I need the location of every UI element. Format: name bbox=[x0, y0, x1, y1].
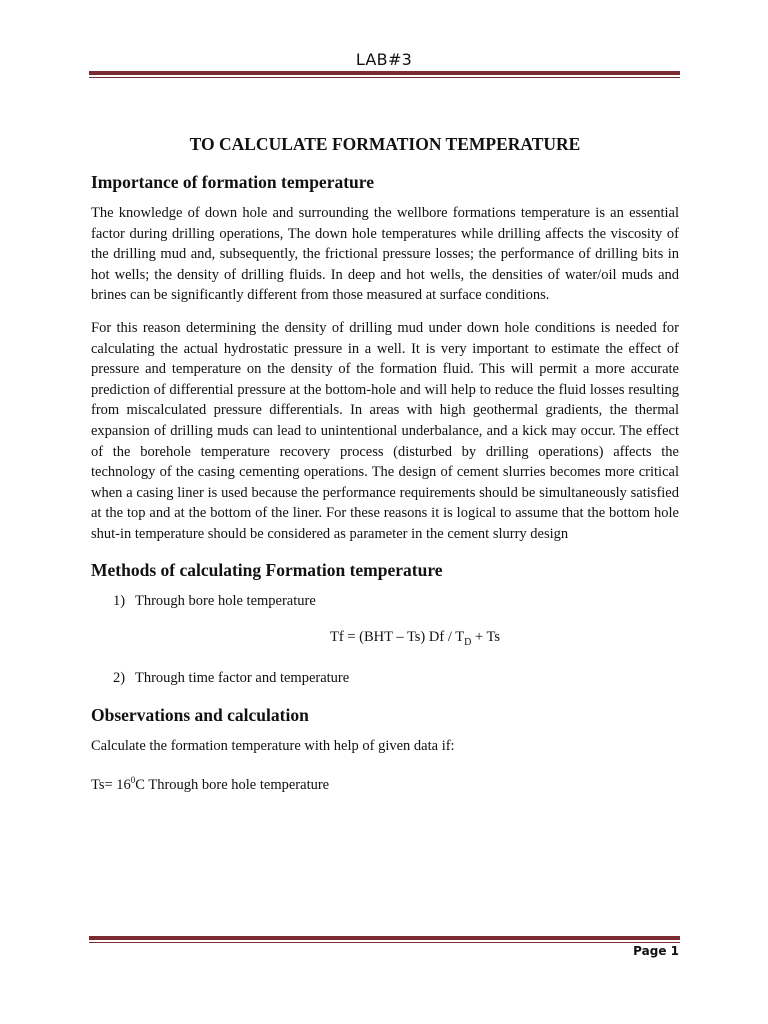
footer-rule bbox=[89, 936, 680, 943]
list-number: 1) bbox=[113, 592, 126, 609]
page-number: Page 1 bbox=[633, 944, 679, 958]
observations-intro: Calculate the formation temperature with help of given data if: bbox=[91, 738, 455, 755]
formula-part: Tf = (BHT – Ts) Df / T bbox=[330, 628, 465, 645]
list-item bbox=[91, 591, 679, 611]
running-header: LAB#3 bbox=[355, 50, 413, 69]
document-title: TO CALCULATE FORMATION TEMPERATURE bbox=[189, 134, 581, 154]
header-rule bbox=[89, 71, 680, 78]
formula-part: + Ts bbox=[471, 628, 500, 645]
paragraph-importance-2: For this reason determining the density of drilling mud under down hole conditions is needed for calculating the actual hydrostatic pressure in a well. It is very important to estimate the effect of pressure and temperature on the density of the formation fluid. This will permit a more accurate prediction of differential pressure at the bottom-hole and will help to reduce the fluid losses resulting from miscalculated pressure differentials. In areas with high geothermal gradients, the thermal expansion of drilling muds can lead to unintentional underbalance, and a kick may occur. The effect of the borehole temperature recovery process (disturbed by drilling operations) affects the technology of the casing cementing operations. The design of cement slurries becomes more critical when a casing liner is used because the performance requirements should be simultaneously satisfied at the top and at the bottom of the liner. For these reasons it is logical to assume that the bottom hole shut-in temperature should be considered as parameter in the cement slurry design bbox=[91, 319, 679, 542]
list-number: 2) bbox=[113, 670, 126, 687]
list-text: Through time factor and temperature bbox=[135, 670, 350, 687]
list-item bbox=[91, 668, 679, 688]
paragraph-importance-1: The knowledge of down hole and surrounding the wellbore formations temperature is an essential factor during drilling operations, The down hole temperatures while drilling affects the viscosity of the drilling mud and, subsequently, the frictional pressure losses; the performance of drilling bits in hot wells; the density of drilling fluids. In deep and hot wells, the densities of water/oil muds and brines can be significantly different from those measured at surface conditions. bbox=[91, 205, 679, 304]
formula-subscript: D bbox=[464, 636, 472, 648]
section-heading-observations: Observations and calculation bbox=[91, 705, 309, 726]
ts-suffix: C Through bore hole temperature bbox=[135, 777, 330, 794]
ts-prefix: Ts= 16 bbox=[91, 777, 131, 794]
list-text: Through bore hole temperature bbox=[135, 592, 316, 609]
section-heading-methods: Methods of calculating Formation temperature bbox=[91, 559, 443, 580]
section-heading-importance: Importance of formation temperature bbox=[91, 172, 374, 192]
page-body bbox=[91, 133, 679, 809]
degree-superscript: 0 bbox=[130, 775, 136, 786]
formula bbox=[91, 627, 679, 653]
surface-temperature-line bbox=[91, 770, 679, 795]
